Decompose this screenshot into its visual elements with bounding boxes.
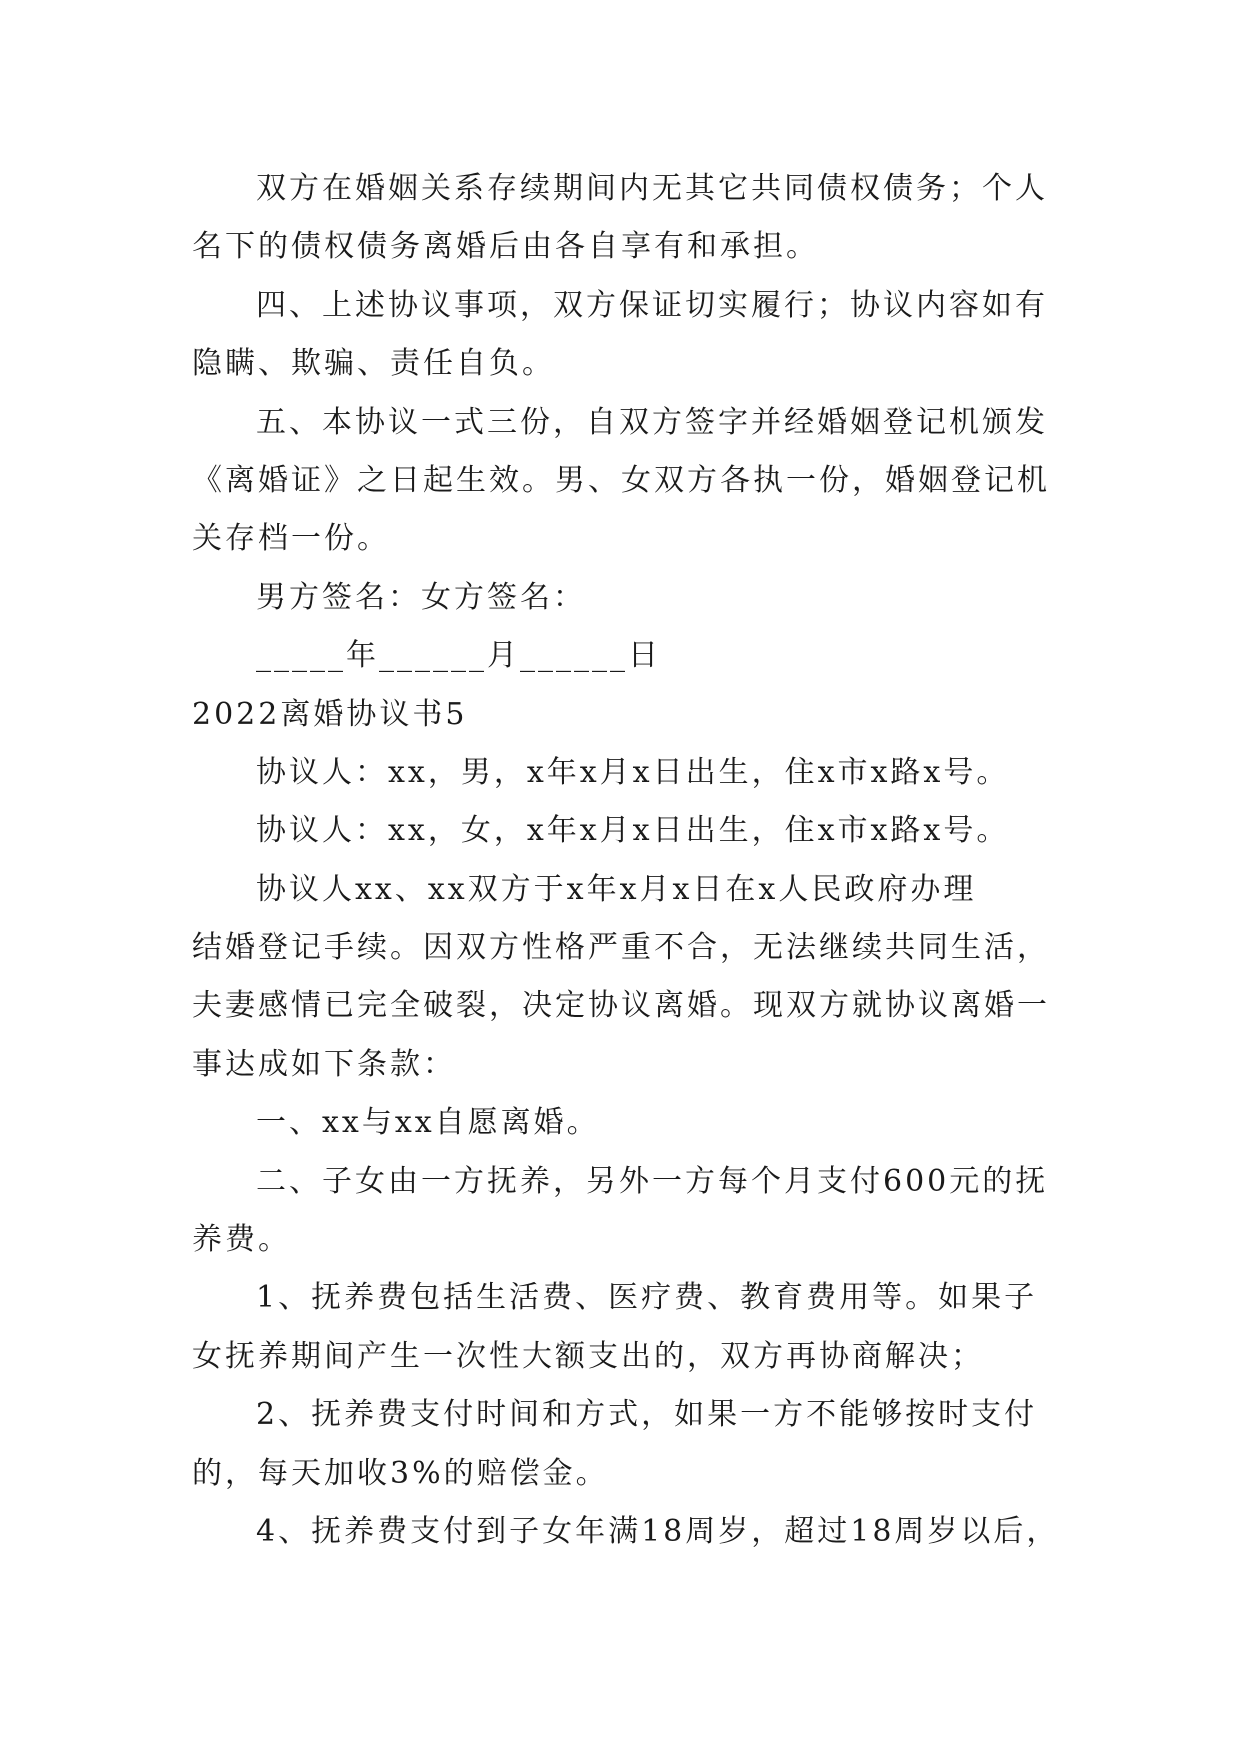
paragraph-line: 五、本协议一式三份，自双方签字并经婚姻登记机颁发 <box>256 404 1048 440</box>
paragraph-line: 双方在婚姻关系存续期间内无其它共同债权债务；个人 <box>256 171 1048 206</box>
paragraph-line: 的，每天加收3%的赔偿金。 <box>192 1455 609 1491</box>
paragraph-line: 结婚登记手续。因双方性格严重不合，无法继续共同生活， <box>192 930 1050 966</box>
paragraph-line: 关存档一份。 <box>192 521 390 557</box>
signature-line: 男方签名：女方签名： <box>256 579 586 615</box>
paragraph-line: 隐瞒、欺骗、责任自负。 <box>192 346 555 382</box>
paragraph-line: 协议人：xx，女，x年x月x日出生，住x市x路x号。 <box>256 813 1010 849</box>
paragraph-line: 事达成如下条款： <box>192 1046 456 1082</box>
paragraph-line: 《离婚证》之日起生效。男、女双方各执一份，婚姻登记机 <box>192 462 1050 498</box>
paragraph-line: 1、抚养费包括生活费、医疗费、教育费用等。如果子 <box>256 1280 1038 1316</box>
document-page <box>192 160 1072 1561</box>
paragraph-line: 一、xx与xx自愿离婚。 <box>256 1105 600 1141</box>
date-line: _____年______月______日 <box>256 638 661 674</box>
paragraph-line: 女抚养期间产生一次性大额支出的，双方再协商解决； <box>192 1338 984 1374</box>
paragraph-line: 二、子女由一方抚养，另外一方每个月支付600元的抚 <box>256 1163 1049 1199</box>
section-title: 2022离婚协议书5 <box>192 696 468 732</box>
paragraph-line: 协议人xx、xx双方于x年x月x日在x人民政府办理 <box>256 871 977 907</box>
paragraph-line: 夫妻感情已完全破裂，决定协议离婚。现双方就协议离婚一 <box>192 988 1050 1024</box>
paragraph-line: 名下的债权债务离婚后由各自享有和承担。 <box>192 229 819 265</box>
paragraph-line: 养费。 <box>192 1222 291 1258</box>
paragraph-line: 四、上述协议事项，双方保证切实履行；协议内容如有 <box>256 287 1048 323</box>
paragraph-line: 4、抚养费支付到子女年满18周岁，超过18周岁以后， <box>256 1513 1060 1549</box>
paragraph-line: 协议人：xx，男，x年x月x日出生，住x市x路x号。 <box>256 754 1010 790</box>
paragraph-line: 2、抚养费支付时间和方式，如果一方不能够按时支付 <box>256 1397 1038 1433</box>
